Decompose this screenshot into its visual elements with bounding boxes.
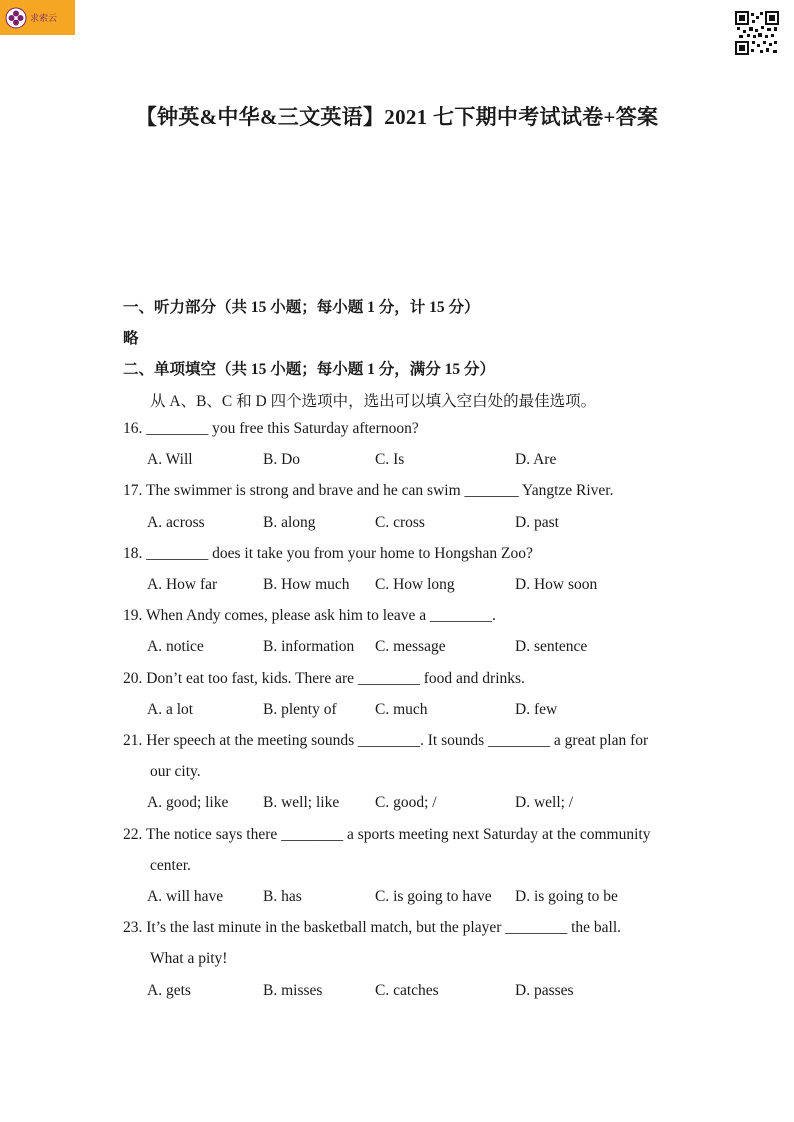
- qr-code-icon: [735, 8, 779, 56]
- answer-option: D. How soon: [515, 576, 598, 593]
- question-stem: 19. When Andy comes, please ask him to leave a ________.: [123, 607, 496, 625]
- answer-option: D. sentence: [515, 638, 588, 656]
- answer-option: C. How long: [375, 576, 455, 593]
- answer-option: A. How far: [147, 576, 218, 593]
- answer-option: A. Will: [147, 451, 193, 469]
- answer-option: A. across: [147, 513, 205, 531]
- answer-option: A. notice: [147, 638, 204, 656]
- answer-option: A. good; like: [147, 794, 229, 812]
- answer-option: D. well; /: [515, 794, 574, 812]
- answer-option: D. Are: [515, 451, 557, 469]
- question-stem: 16. ________ you free this Saturday afternoon?: [123, 420, 419, 437]
- question-stem-continued: our city.: [150, 763, 201, 781]
- answer-option: A. will have: [147, 888, 224, 905]
- answer-option: B. Do: [263, 451, 301, 469]
- answer-option: C. Is: [375, 451, 405, 469]
- answer-option: B. well; like: [263, 794, 340, 812]
- answer-option: B. along: [263, 513, 316, 531]
- section-heading-single-choice: 二、单项填空（共 15 小题；每小题 1 分，满分 15 分）: [123, 361, 496, 378]
- answer-option: D. past: [515, 513, 559, 531]
- answer-option: D. few: [515, 700, 558, 718]
- section-instruction: 从 A、B、C 和 D 四个选项中，选出可以填入空白处的最佳选项。: [150, 393, 597, 410]
- question-stem: 18. ________ does it take you from your home to Hongshan Zoo?: [123, 544, 533, 562]
- answer-option: C. good; /: [375, 794, 437, 812]
- answer-option: B. misses: [263, 981, 323, 999]
- logo: [0, 0, 75, 35]
- question-stem-continued: What a pity!: [150, 950, 228, 968]
- answer-option: C. catches: [375, 981, 439, 999]
- page-title: 【钟英&中华&三文英语】2021 七下期中考试试卷+答案: [135, 105, 659, 129]
- answer-option: B. information: [263, 638, 355, 656]
- question-stem: 21. Her speech at the meeting sounds ________. It sounds ________ a great plan for: [123, 732, 649, 749]
- answer-option: B. How much: [263, 576, 350, 593]
- answer-option: D. is going to be: [515, 888, 618, 905]
- answer-option: C. message: [375, 638, 446, 656]
- question-stem-continued: center.: [150, 856, 191, 874]
- answer-option: A. gets: [147, 981, 191, 999]
- answer-option: C. cross: [375, 513, 425, 531]
- flower-logo-icon: [5, 7, 27, 29]
- question-stem: 22. The notice says there ________ a sports meeting next Saturday at the community: [123, 825, 651, 843]
- answer-option: B. plenty of: [263, 700, 337, 718]
- logo-text: 求索云: [30, 14, 58, 24]
- section-note-omitted: 略: [123, 330, 139, 347]
- question-stem: 20. Don’t eat too fast, kids. There are ________ food and drinks.: [123, 669, 525, 687]
- answer-option: B. has: [263, 888, 302, 905]
- answer-option: C. much: [375, 700, 428, 718]
- question-stem: 23. It’s the last minute in the basketball match, but the player ________ the ball.: [123, 919, 622, 937]
- section-heading-listening: 一、听力部分（共 15 小题；每小题 1 分，计 15 分）: [123, 299, 480, 316]
- answer-option: A. a lot: [147, 700, 194, 718]
- answer-option: C. is going to have: [375, 888, 492, 905]
- answer-option: D. passes: [515, 981, 574, 999]
- question-stem: 17. The swimmer is strong and brave and he can swim _______ Yangtze River.: [123, 482, 614, 500]
